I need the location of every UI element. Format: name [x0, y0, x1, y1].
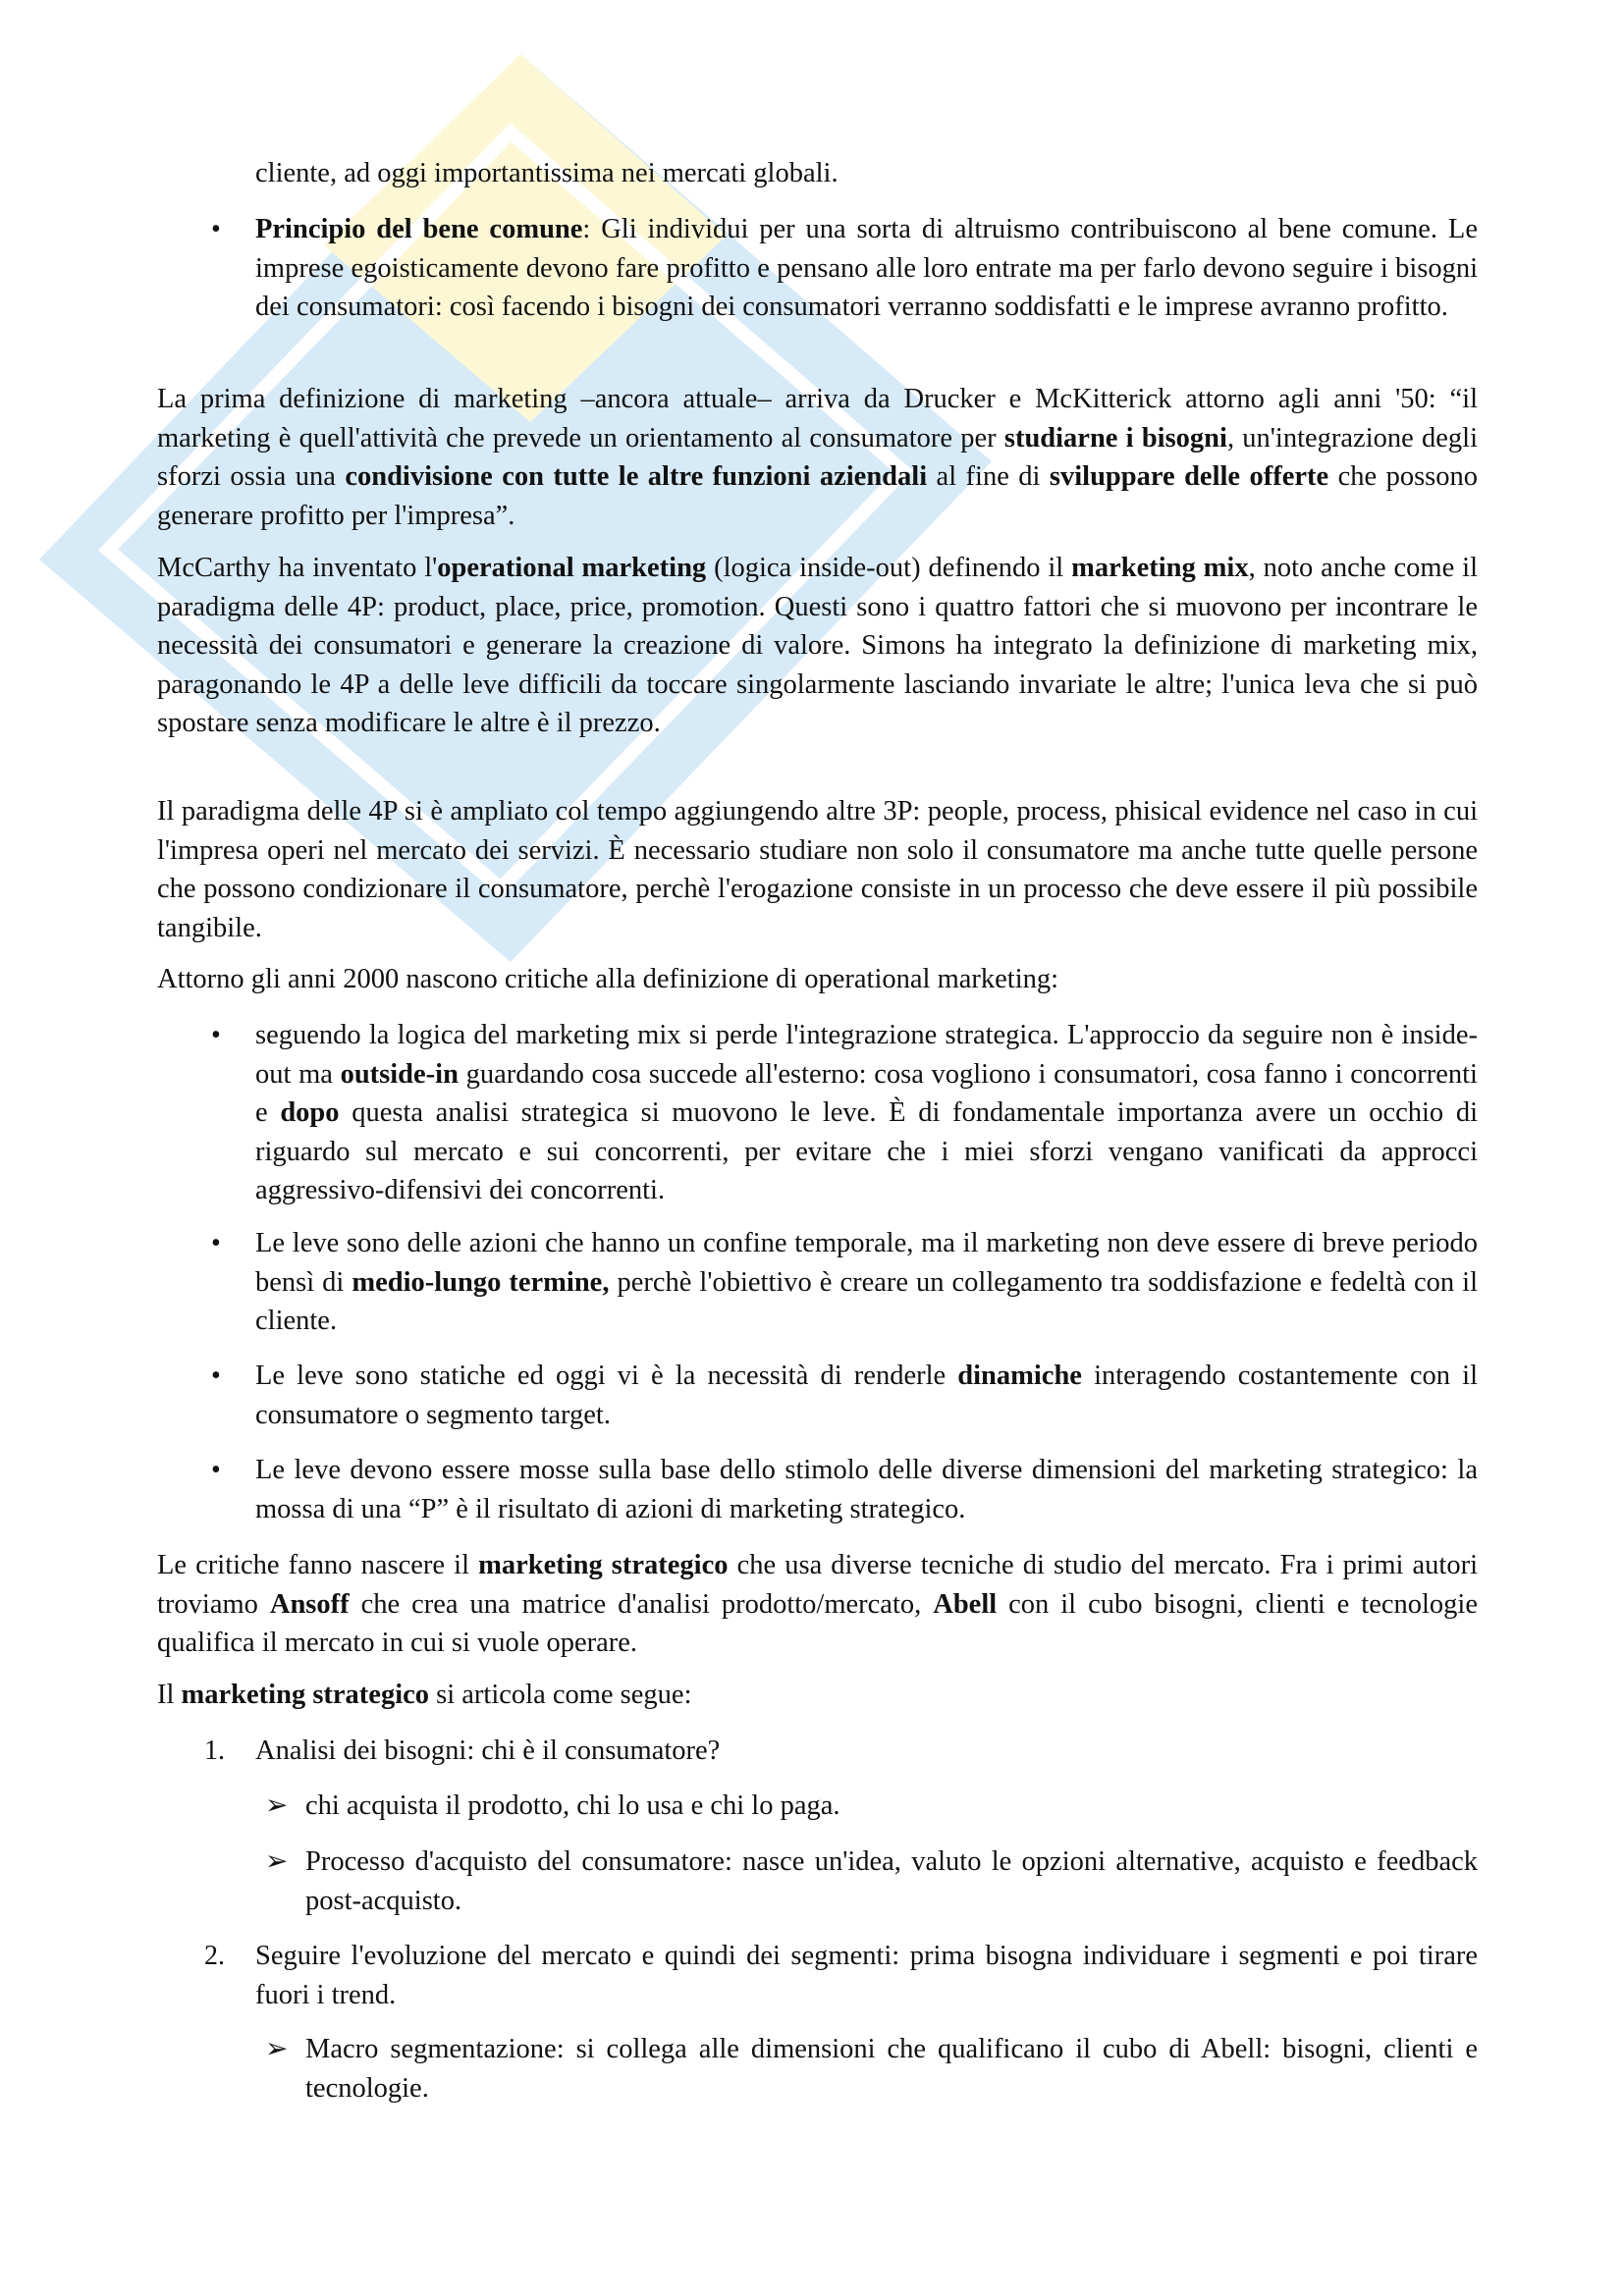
text-run: Le critiche fanno nascere il [157, 1550, 479, 1580]
arrow-bullet-icon: ➢ [265, 2034, 289, 2064]
list-item [255, 1451, 1478, 1528]
bold-text: dopo [280, 1097, 340, 1128]
bullet-icon: • [211, 1020, 221, 1050]
bold-text: sviluppare delle offerte [1049, 461, 1329, 492]
list-item [255, 1357, 1478, 1434]
bullet-icon: • [211, 1228, 221, 1258]
list-item [255, 1937, 1478, 2014]
text-run: Analisi dei bisogni: chi è il consumatore? [255, 1735, 721, 1766]
text-run: questa analisi strategica si muovono le leve. È di fondamentale importanza avere un occhio di riguardo sul mercato e sui concorrenti, per evitare che i miei sforzi vengano vanificati da approcci aggressivo-difensivi dei concorrenti. [255, 1097, 1478, 1205]
list-number: 2. [204, 1941, 225, 1971]
bold-text: marketing strategico [181, 1680, 430, 1710]
list-item [305, 2030, 1478, 2108]
bullet-icon: • [211, 214, 221, 244]
bullet-icon: • [211, 1361, 221, 1391]
text-run: perchè l'obiettivo è creare un collegamento tra soddisfazione e fedeltà con il cliente. [255, 1266, 1479, 1336]
text-run: con il cubo bisogni, clienti e tecnologie qualifica il mercato in cui si vuole operare. [157, 1588, 1478, 1658]
text-run: si articola come segue: [429, 1680, 692, 1710]
text-run: McCarthy ha inventato l' [157, 553, 438, 583]
list-item [255, 210, 1478, 327]
list-item [255, 1224, 1478, 1341]
paragraph [157, 792, 1478, 947]
bold-text: studiarne i bisogni [1003, 422, 1227, 454]
list-item [305, 1787, 1478, 1826]
text-run: Seguire l'evoluzione del mercato e quindi dei segmenti: prima bisogna individuare i segmenti e poi tirare fuori i trend. [255, 1941, 1478, 2010]
list-item [305, 1842, 1478, 1920]
text-run: Le leve devono essere mosse sulla base dello stimolo delle diverse dimensioni del marketing strategico: la mossa di una “P” è il risultato di azioni di marketing strategico. [255, 1455, 1478, 1524]
paragraph [157, 380, 1478, 535]
bullet-icon: • [211, 1455, 221, 1485]
text-run: La prima definizione di marketing –ancora attuale– arriva da Drucker e McKitterick attorno agli anni '50: “il marketing è quell'attività che prevede un orientamento al consumatore per [157, 384, 1478, 454]
text-run: (logica inside-out) definendo il [706, 553, 1072, 583]
arrow-bullet-icon: ➢ [265, 1846, 289, 1877]
text-run: : Gli individui per una sorta di altruismo contribuiscono al bene comune. Le imprese egoisticamente devono fare profitto e pensano alle loro entrate ma per farlo devono seguire i bisogni dei consumatori: così facendo i bisogni dei consumatori verranno soddisfatti e le imprese avranno profitto. [255, 214, 1478, 322]
bold-text: condivisione con tutte le altre funzioni aziendali [345, 461, 928, 492]
list-item [255, 154, 1478, 193]
text-run: Attorno gli anni 2000 nascono critiche alla definizione di operational marketing: [157, 964, 1059, 994]
text-run: Il paradigma delle 4P si è ampliato col tempo aggiungendo altre 3P: people, process, phisical evidence nel caso in cui l'impresa operi nel mercato dei servizi. È necessario studiare non solo il consumatore ma anche tutte quelle persone che possono condizionare il consumatore, perchè l'erogazione consiste in un processo che deve essere il più possibile tangibile. [157, 796, 1478, 943]
text-run: che crea una matrice d'analisi prodotto/mercato, [349, 1588, 934, 1620]
paragraph [157, 960, 1478, 999]
list-item [255, 1016, 1478, 1210]
bold-text: marketing strategico [478, 1550, 729, 1580]
list-item [255, 1732, 1478, 1771]
bold-text: Abell [933, 1588, 998, 1620]
text-run: Le leve sono statiche ed oggi vi è la necessità di renderle [255, 1361, 958, 1391]
paragraph [157, 1676, 1478, 1715]
text-run: seguendo la logica del marketing mix si perde l'integrazione strategica. L'approccio da seguire non è inside-out ma [255, 1020, 1478, 1090]
bold-text: outside-in [340, 1058, 459, 1090]
text-run: Macro segmentazione: si collega alle dimensioni che qualificano il cubo di Abell: bisogni, clienti e tecnologie. [305, 2034, 1478, 2104]
text-run: guardando cosa succede all'esterno: cosa vogliono i consumatori, cosa fanno i concorrenti e [255, 1058, 1478, 1128]
paragraph [157, 549, 1478, 743]
text-run: al fine di [927, 461, 1050, 492]
bold-text: Principio del bene comune [255, 214, 583, 244]
text-run: che possono generare profitto per l'impresa”. [157, 461, 1479, 531]
text-run: Le leve sono delle azioni che hanno un confine temporale, ma il marketing non deve essere di breve periodo bensì di [255, 1228, 1478, 1298]
bold-text: marketing mix [1071, 553, 1249, 583]
text-run: Il [157, 1680, 182, 1710]
text-run: cliente, ad oggi importantissima nei mercati globali. [255, 158, 839, 188]
bold-text: Ansoff [269, 1588, 350, 1620]
text-run: , noto anche come il paradigma delle 4P: product, place, price, promotion. Questi sono i quattro fattori che si muovono per incontrare le necessità dei consumatori e generare la creazione di valore. Simons ha integrato la definizione di marketing mix, paragonando le 4P a delle leve difficili da toccare singolarmente lasciando invariate le altre; l'unica leva che si può spostare senza modificare le altre è il prezzo. [157, 553, 1478, 738]
text-run: che usa diverse tecniche di studio del mercato. Fra i primi autori troviamo [157, 1550, 1478, 1620]
text-run: Processo d'acquisto del consumatore: nasce un'idea, valuto le opzioni alternative, acquisto e feedback post-acquisto. [305, 1846, 1478, 1916]
text-run: interagendo costantemente con il consumatore o segmento target. [255, 1361, 1479, 1430]
arrow-bullet-icon: ➢ [265, 1790, 289, 1821]
bold-text: medio-lungo termine, [352, 1266, 610, 1298]
text-run: , un'integrazione degli sforzi ossia una [157, 422, 1478, 492]
bold-text: operational marketing [437, 553, 707, 583]
list-number: 1. [204, 1735, 225, 1766]
text-run: chi acquista il prodotto, chi lo usa e chi lo paga. [305, 1790, 840, 1821]
bold-text: dinamiche [957, 1361, 1082, 1391]
paragraph [157, 1546, 1478, 1663]
